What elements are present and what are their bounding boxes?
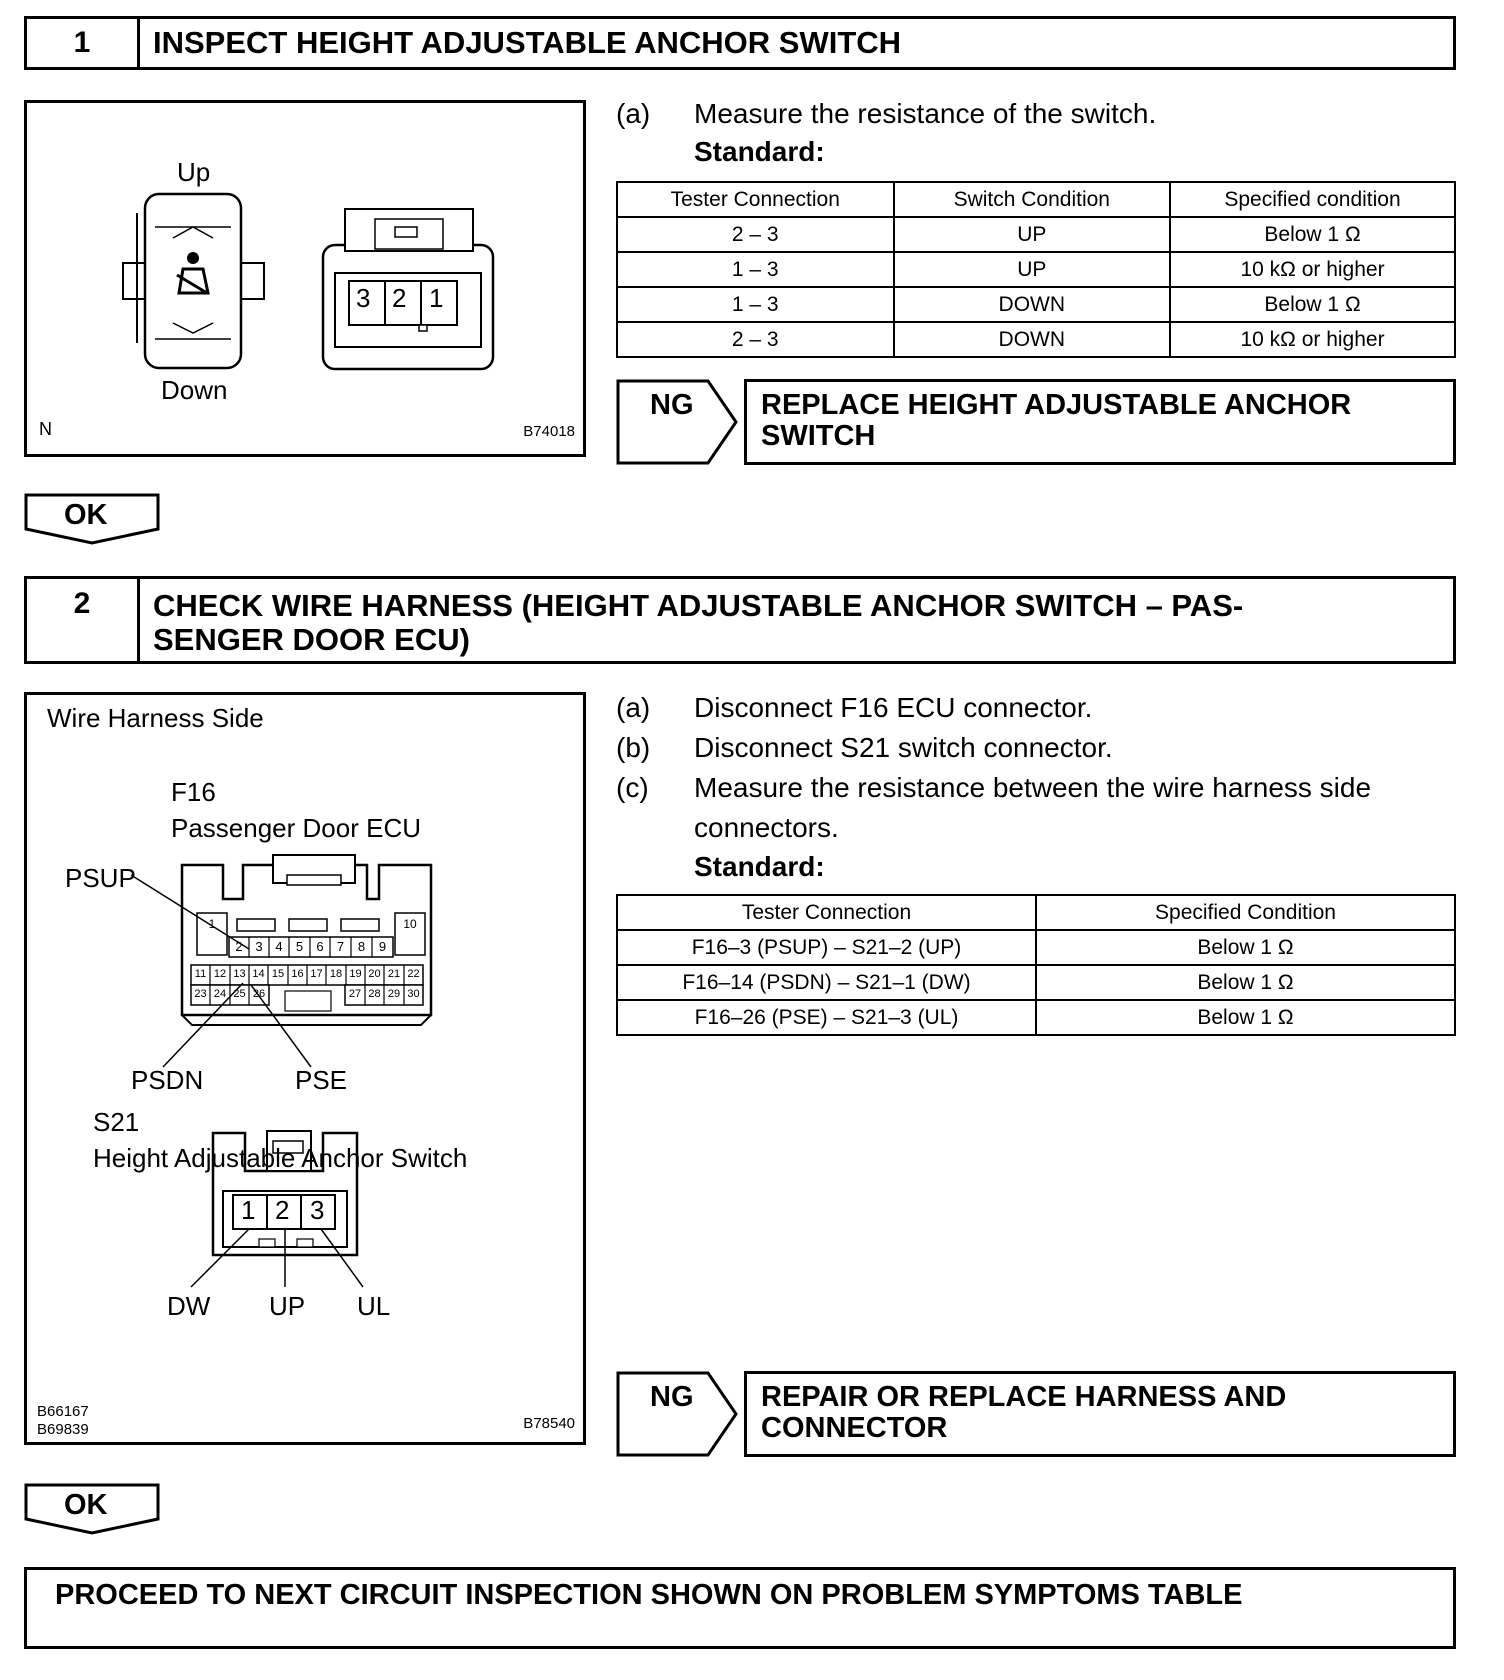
f16-pin: 22 <box>407 968 420 980</box>
instruction-text-cont: connectors. <box>694 812 839 843</box>
table-row <box>617 252 1455 287</box>
f16-pin: 5 <box>295 939 304 954</box>
table-cell: 1 – 3 <box>617 287 894 322</box>
pse-label: PSE <box>295 1065 348 1095</box>
table-row <box>617 322 1455 357</box>
f16-code: F16 <box>171 777 216 807</box>
table-cell: Below 1 Ω <box>1036 1000 1455 1035</box>
f16-pin: 10 <box>403 917 417 931</box>
connector-pin: 3 <box>356 283 371 313</box>
ng-action-box <box>744 379 1456 465</box>
step2-header <box>24 576 1456 664</box>
table-header: Switch Condition <box>894 182 1171 217</box>
ng-action-line1: REPAIR OR REPLACE HARNESS AND <box>761 1381 1287 1413</box>
step2-number: 2 <box>27 579 140 661</box>
table-header-row <box>617 895 1455 930</box>
f16-pin: 20 <box>368 968 381 980</box>
f16-pin: 28 <box>368 988 381 1000</box>
table-cell: F16–3 (PSUP) – S21–2 (UP) <box>617 930 1036 965</box>
instruction-marker: (b) <box>616 732 651 763</box>
f16-pin: 29 <box>387 988 401 1000</box>
up-label: UP <box>269 1291 306 1321</box>
table-header: Specified Condition <box>1036 895 1455 930</box>
down-label: Down <box>161 375 228 405</box>
ng-label: NG <box>650 1381 694 1413</box>
ng-action-line2: SWITCH <box>761 420 876 452</box>
step2-title-line2: SENGER DOOR ECU) <box>153 622 470 657</box>
step2-figure <box>24 692 586 1445</box>
standard-label: Standard: <box>694 136 825 167</box>
up-label: Up <box>177 157 211 187</box>
instruction-text: Measure the resistance between the wire harness side <box>694 772 1372 803</box>
final-instruction: PROCEED TO NEXT CIRCUIT INSPECTION SHOWN ON PROBLEM SYMPTOMS TABLE <box>55 1579 1243 1611</box>
ng-label: NG <box>650 389 694 421</box>
table-cell: UP <box>894 217 1171 252</box>
table-row <box>617 287 1455 322</box>
f16-pin: 15 <box>271 968 285 980</box>
harness-side-label: Wire Harness Side <box>47 703 264 733</box>
step2-title-line1: CHECK WIRE HARNESS (HEIGHT ADJUSTABLE ANCHOR SWITCH – PAS- <box>153 588 1244 623</box>
table-cell: Below 1 Ω <box>1036 965 1455 1000</box>
f16-pin: 6 <box>316 939 324 954</box>
table-row <box>617 930 1455 965</box>
instruction-marker: (a) <box>616 98 651 129</box>
f16-connector-drawing <box>27 695 583 1442</box>
step1-title: INSPECT HEIGHT ADJUSTABLE ANCHOR SWITCH <box>153 25 902 60</box>
table-cell: Below 1 Ω <box>1170 287 1455 322</box>
step2-spec-table <box>616 894 1456 1036</box>
dw-label: DW <box>167 1291 211 1321</box>
step1-figure <box>24 100 586 457</box>
f16-pin: 27 <box>348 988 362 1000</box>
f16-pin: 18 <box>329 968 343 980</box>
table-cell: DOWN <box>894 322 1171 357</box>
connector-pin: 1 <box>429 283 444 313</box>
instruction-marker: (a) <box>616 692 651 723</box>
table-cell: F16–14 (PSDN) – S21–1 (DW) <box>617 965 1036 1000</box>
f16-pin: 17 <box>310 968 323 980</box>
f16-pin: 13 <box>233 968 246 980</box>
table-cell: Below 1 Ω <box>1170 217 1455 252</box>
s21-pin: 3 <box>310 1195 325 1225</box>
connector-pin: 2 <box>392 283 407 313</box>
f16-pin: 14 <box>252 968 265 980</box>
f16-pin: 9 <box>378 939 387 954</box>
f16-pin: 24 <box>213 988 227 1000</box>
f16-pin: 11 <box>194 968 207 980</box>
instruction-text: Disconnect S21 switch connector. <box>694 732 1113 763</box>
figure-code: B78540 <box>523 1415 575 1432</box>
instruction-marker: (c) <box>616 772 649 803</box>
standard-label: Standard: <box>694 851 825 882</box>
figure-code: B69839 <box>37 1421 89 1438</box>
f16-pin: 16 <box>291 968 304 980</box>
step1-spec-table <box>616 181 1456 358</box>
f16-pin: 30 <box>407 988 420 1000</box>
f16-pin: 19 <box>349 968 362 980</box>
f16-pin: 23 <box>194 988 207 1000</box>
table-cell: Below 1 Ω <box>1036 930 1455 965</box>
f16-pin: 1 <box>208 917 216 931</box>
table-cell: 2 – 3 <box>617 322 894 357</box>
f16-pin: 4 <box>275 939 283 954</box>
figure-code: B74018 <box>523 423 575 440</box>
table-header: Tester Connection <box>617 895 1036 930</box>
step2-title <box>153 579 1443 661</box>
ng-action-box <box>744 1371 1456 1457</box>
f16-pin: 12 <box>213 968 227 980</box>
figure-code: B66167 <box>37 1403 89 1420</box>
table-row <box>617 1000 1455 1035</box>
ul-label: UL <box>357 1291 391 1321</box>
figure-corner-label: N <box>39 419 52 439</box>
ng-action-line1: REPLACE HEIGHT ADJUSTABLE ANCHOR <box>761 389 1352 421</box>
table-cell: 2 – 3 <box>617 217 894 252</box>
f16-pin: 26 <box>252 988 266 1000</box>
psdn-label: PSDN <box>131 1065 204 1095</box>
f16-pin: 7 <box>336 939 345 954</box>
anchor-switch-drawing <box>27 103 583 454</box>
s21-name: Height Adjustable Anchor Switch <box>93 1143 468 1173</box>
f16-pin: 21 <box>387 968 401 980</box>
table-header-row <box>617 182 1455 217</box>
step1-number: 1 <box>27 19 140 67</box>
f16-pin: 3 <box>255 939 263 954</box>
table-header: Tester Connection <box>617 182 894 217</box>
f16-pin: 25 <box>233 988 246 1000</box>
f16-pin: 2 <box>235 939 243 954</box>
f16-name: Passenger Door ECU <box>171 813 421 843</box>
final-instruction-box <box>24 1567 1456 1649</box>
table-cell: 10 kΩ or higher <box>1170 322 1455 357</box>
table-row <box>617 217 1455 252</box>
table-cell: 1 – 3 <box>617 252 894 287</box>
instruction-text: Measure the resistance of the switch. <box>694 98 1157 129</box>
s21-pin: 1 <box>241 1195 256 1225</box>
f16-pin: 8 <box>357 939 366 954</box>
table-cell: DOWN <box>894 287 1171 322</box>
table-cell: 10 kΩ or higher <box>1170 252 1455 287</box>
instruction-text: Disconnect F16 ECU connector. <box>694 692 1093 723</box>
ng-action-line2: CONNECTOR <box>761 1412 948 1444</box>
psup-label: PSUP <box>65 863 136 893</box>
step1-header <box>24 16 1456 70</box>
s21-pin: 2 <box>275 1195 290 1225</box>
ok-label: OK <box>64 1489 108 1521</box>
table-cell: UP <box>894 252 1171 287</box>
s21-code: S21 <box>93 1107 140 1137</box>
table-row <box>617 965 1455 1000</box>
ok-label: OK <box>64 499 108 531</box>
table-header: Specified condition <box>1170 182 1455 217</box>
table-cell: F16–26 (PSE) – S21–3 (UL) <box>617 1000 1036 1035</box>
